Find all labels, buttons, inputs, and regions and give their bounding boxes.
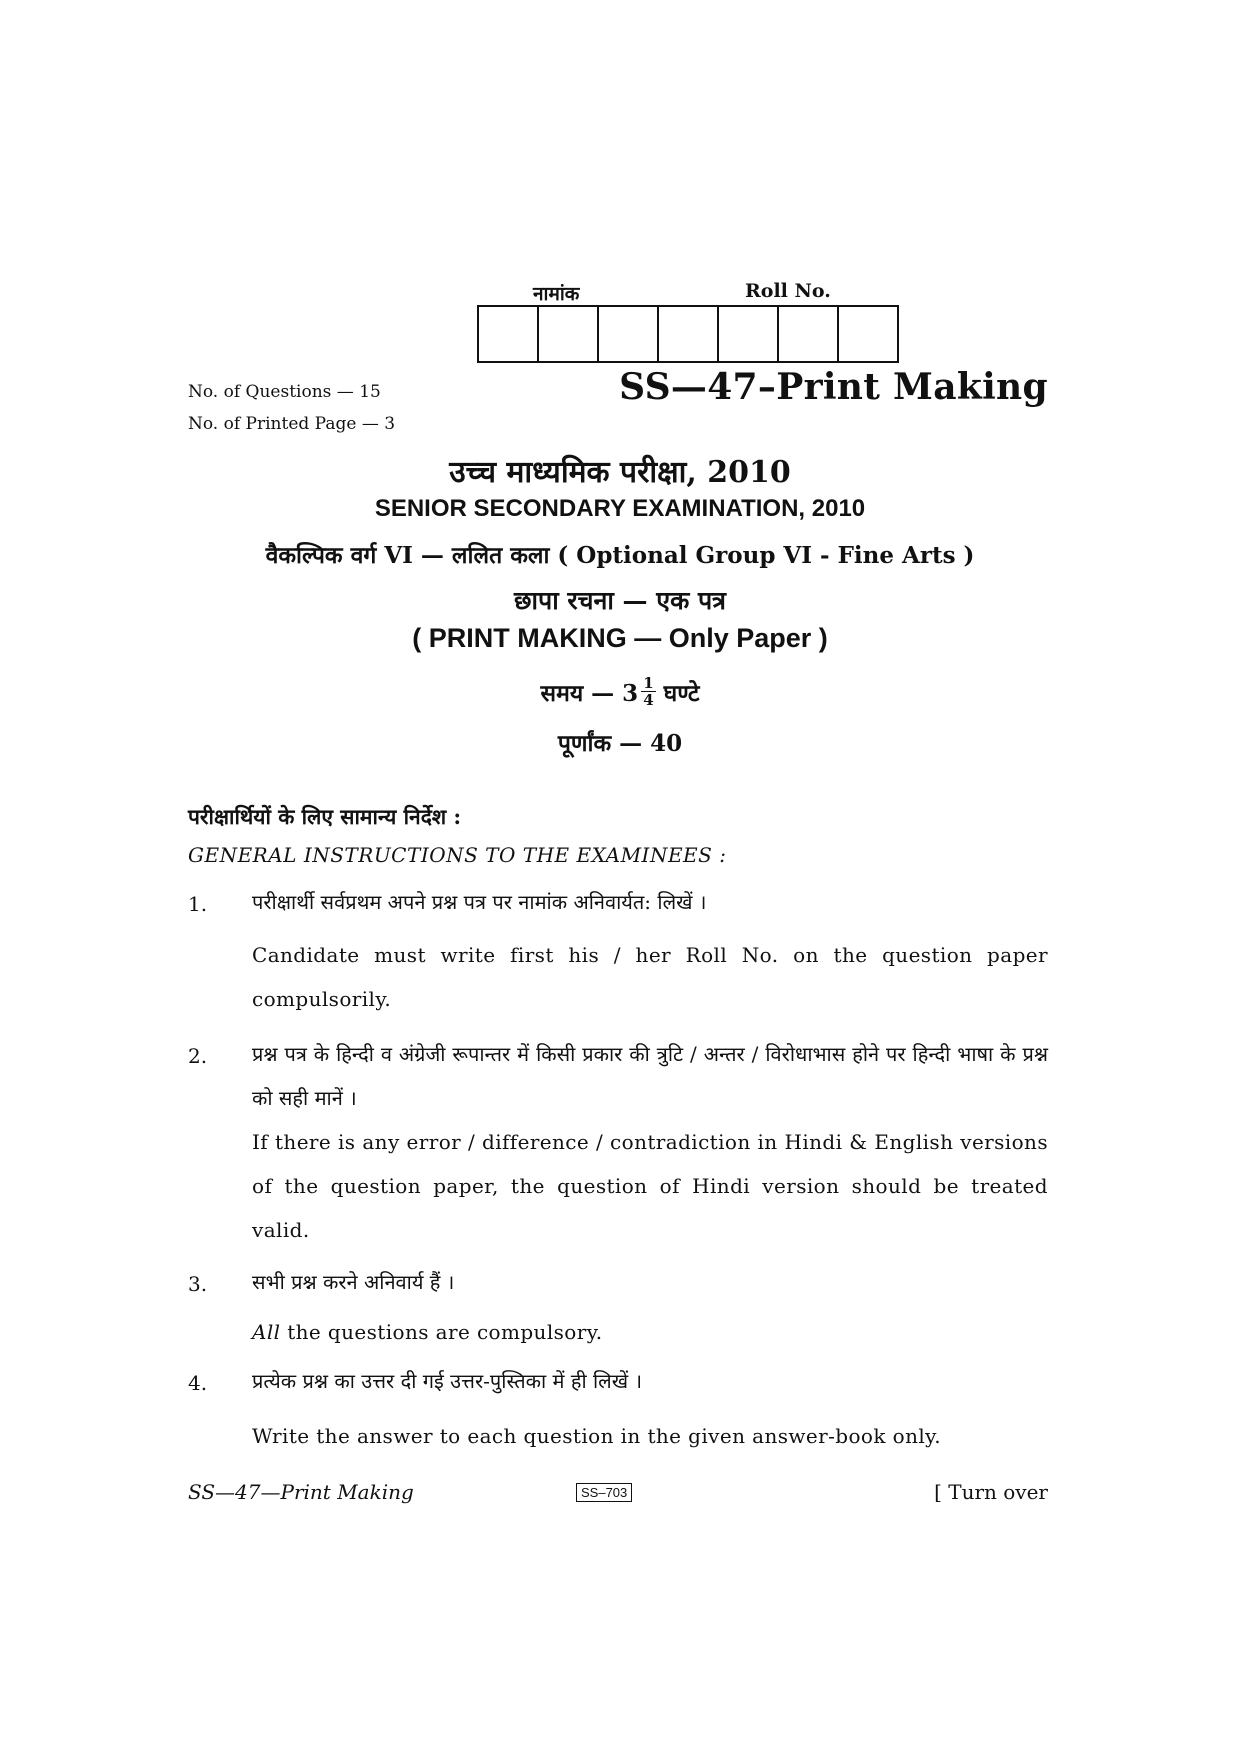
time-allowed: [0, 675, 1240, 708]
roll-digit-box[interactable]: [839, 307, 897, 361]
fraction-denominator: 4: [643, 691, 654, 709]
instruction-english: [252, 1310, 1048, 1354]
time-prefix: समय — 3: [540, 679, 639, 707]
roll-digit-box[interactable]: [599, 307, 659, 361]
num-pages: No. of Printed Page — 3: [188, 414, 396, 434]
time-fraction: [641, 675, 655, 708]
instructions-heading-english: GENERAL INSTRUCTIONS TO THE EXAMINEES :: [188, 843, 727, 867]
instruction-hindi: परीक्षार्थी सर्वप्रथम अपने प्रश्न पत्र पर नामांक अनिवार्यत: लिखें ।: [252, 890, 707, 914]
item-number: 2.: [188, 1044, 208, 1068]
item-number: 1.: [188, 892, 208, 916]
roll-number-boxes[interactable]: [477, 305, 899, 363]
fraction-numerator: 1: [643, 674, 654, 692]
exam-title-hindi: उच्च माध्यमिक परीक्षा, 2010: [449, 455, 791, 490]
time-suffix: घण्टे: [663, 679, 700, 707]
roll-label-english: Roll No.: [745, 280, 831, 302]
emphasis-all: All: [252, 1320, 281, 1344]
exam-title-english: SENIOR SECONDARY EXAMINATION, 2010: [374, 495, 866, 522]
footer-paper-title: SS—47—Print Making: [188, 1480, 414, 1504]
roll-digit-box[interactable]: [719, 307, 779, 361]
num-questions: No. of Questions — 15: [188, 382, 381, 402]
item-number: 3.: [188, 1272, 208, 1296]
roll-digit-box[interactable]: [659, 307, 719, 361]
roll-digit-box[interactable]: [779, 307, 839, 361]
instructions-heading-hindi: परीक्षार्थियों के लिए सामान्य निर्देश :: [188, 804, 462, 829]
roll-label-hindi: नामांक: [533, 283, 580, 305]
roll-digit-box[interactable]: [479, 307, 539, 361]
max-marks: पूर्णांक — 40: [557, 730, 683, 757]
paper-code: SS—47–Print Making: [619, 366, 1048, 408]
optional-group: वैकल्पिक वर्ग VI — ललित कला ( Optional Group VI - Fine Arts ): [265, 542, 975, 569]
instruction-english: Candidate must write first his / her Roll No. on the question paper compulsorily.: [252, 943, 1048, 1011]
instruction-hindi: प्रत्येक प्रश्न का उत्तर दी गई उत्तर-पुस्तिका में ही लिखें ।: [252, 1369, 643, 1393]
instruction-english: Write the answer to each question in the given answer-book only.: [252, 1424, 941, 1448]
subject-hindi: छापा रचना — एक पत्र: [514, 586, 726, 615]
item-number: 4.: [188, 1371, 208, 1395]
turn-over-note: [ Turn over: [934, 1480, 1048, 1504]
instruction-hindi: सभी प्रश्न करने अनिवार्य हैं ।: [252, 1270, 455, 1294]
instruction-hindi: प्रश्न पत्र के हिन्दी व अंग्रेजी रूपान्तर में किसी प्रकार की त्रुटि / अन्तर / विरोधाभास होने पर हिन्दी भाषा के प्रश्न को सही मानें ।: [252, 1042, 1048, 1110]
instruction-english-rest: the questions are compulsory.: [280, 1320, 603, 1344]
subject-english: ( PRINT MAKING — Only Paper ): [412, 623, 828, 653]
instruction-english: If there is any error / difference / contradiction in Hindi & English versions of the question paper, the question of Hindi version should be treated valid.: [252, 1130, 1048, 1242]
roll-digit-box[interactable]: [539, 307, 599, 361]
footer-code-box: SS–703: [576, 1483, 632, 1502]
